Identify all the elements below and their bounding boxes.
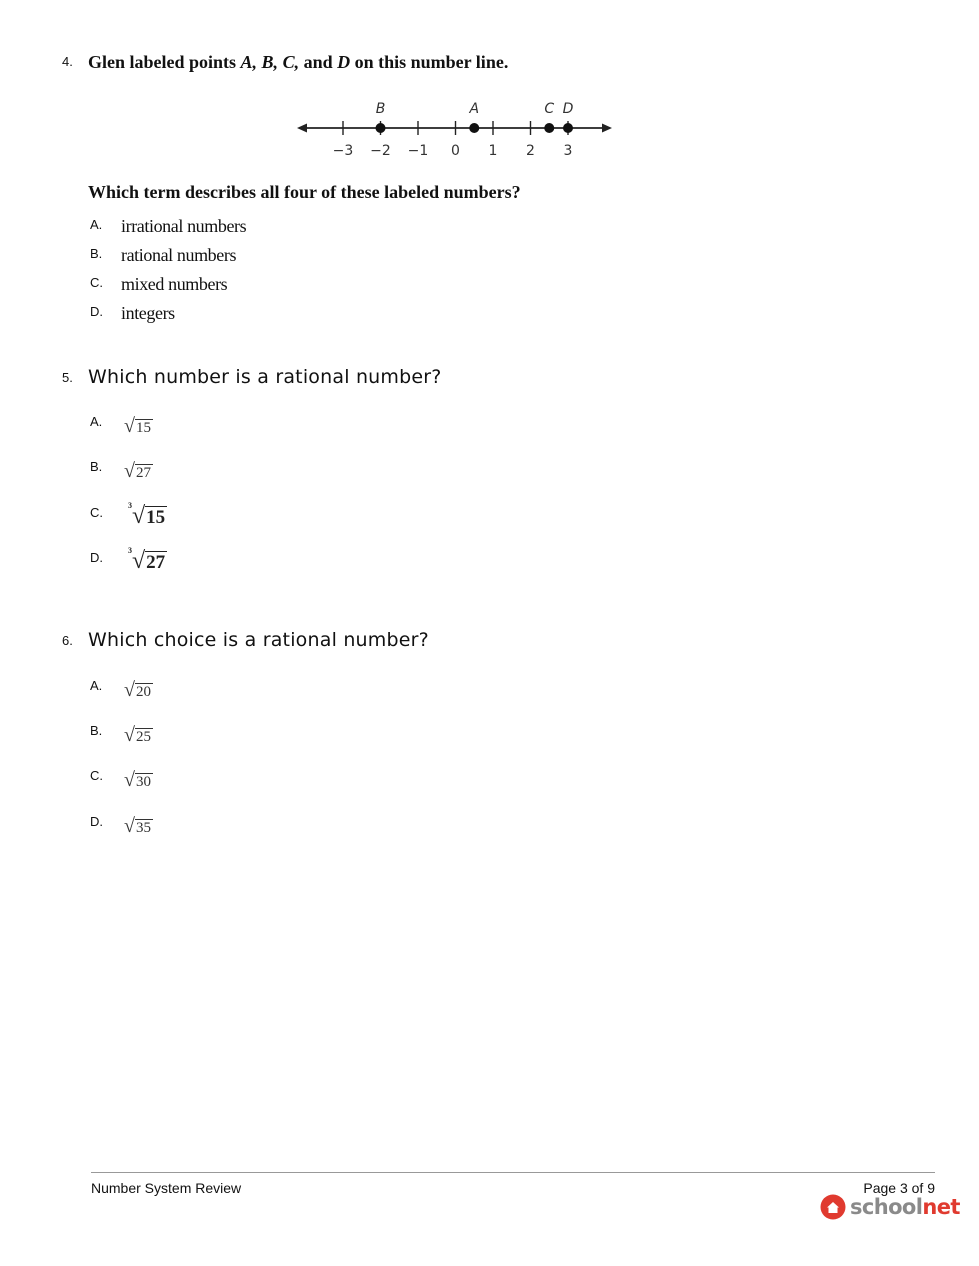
option-b-text[interactable]: rational numbers — [121, 245, 237, 265]
radical-sign-icon: √ — [124, 460, 135, 482]
option-letter: D. — [90, 814, 103, 829]
question-stem: Which number is a rational number? — [88, 366, 442, 388]
option-letter: B. — [90, 723, 103, 738]
option-a-text[interactable]: irrational numbers — [121, 216, 247, 236]
number-line-tick-label: −3 — [332, 143, 354, 159]
radical-sign-icon: √ — [124, 679, 135, 701]
radical-sign-icon: √ — [124, 724, 135, 746]
number-line-point-label: D — [562, 101, 574, 117]
option-letter: A. — [90, 217, 103, 232]
option-d-radical[interactable]: 3 √27 — [128, 546, 166, 574]
option-letter: D. — [90, 304, 103, 319]
radical-sign-icon: √ — [124, 415, 135, 437]
cube-root-sign-icon: √ — [132, 548, 146, 574]
number-line-tick-label: 2 — [526, 143, 535, 159]
number-line-tick-label: 3 — [563, 143, 573, 159]
number-line-tick-label: −2 — [370, 143, 391, 159]
question-number: 4. — [62, 54, 73, 69]
option-c-radical[interactable]: 3 √15 — [128, 501, 166, 529]
option-b-radical[interactable]: √25 — [124, 724, 151, 746]
number-line-point-b — [376, 123, 386, 133]
number-line-right-arrow — [602, 124, 612, 133]
option-c-radical[interactable]: √30 — [124, 769, 151, 791]
option-letter: C. — [90, 275, 103, 290]
option-letter: C. — [90, 505, 103, 520]
option-letter: C. — [90, 768, 103, 783]
option-b-radical[interactable]: √27 — [124, 460, 151, 482]
question-stem: Which choice is a rational number? — [88, 629, 429, 651]
schoolnet-logo-icon — [820, 1194, 846, 1220]
number-line-tick-labels — [333, 143, 573, 159]
number-line-point-labels — [376, 101, 574, 117]
cube-root-sign-icon: √ — [132, 503, 146, 529]
option-d-text[interactable]: integers — [121, 303, 175, 323]
number-line-point-label: C — [544, 101, 555, 117]
question-prompt: Which term describes all four of these labeled numbers? — [88, 182, 521, 202]
number-line-point-label: A — [469, 101, 480, 117]
radical-sign-icon: √ — [124, 815, 135, 837]
option-letter: B. — [90, 459, 103, 474]
option-letter: A. — [90, 678, 103, 693]
option-d-radical[interactable]: √35 — [124, 815, 151, 837]
number-line-point-c — [544, 123, 554, 133]
page-indicator: Page 3 of 9 — [863, 1180, 935, 1196]
number-line-point-a — [469, 123, 479, 133]
option-letter: D. — [90, 550, 103, 565]
number-line-tick-label: 0 — [451, 143, 460, 159]
option-c-text[interactable]: mixed numbers — [121, 274, 228, 294]
number-line-figure — [295, 95, 615, 161]
option-a-radical[interactable]: √20 — [124, 679, 151, 701]
question-number: 6. — [62, 633, 73, 648]
number-line-left-arrow — [297, 124, 307, 133]
footer-divider — [91, 1172, 935, 1173]
number-line-point-d — [563, 123, 573, 133]
radical-sign-icon: √ — [124, 769, 135, 791]
number-line-point-label: B — [375, 101, 386, 117]
option-letter: B. — [90, 246, 103, 261]
question-number: 5. — [62, 370, 73, 385]
option-letter: A. — [90, 414, 103, 429]
number-line-tick-label: 1 — [488, 143, 498, 159]
schoolnet-logo — [820, 1194, 960, 1220]
footer-title: Number System Review — [91, 1180, 242, 1196]
question-stem: Glen labeled points A, B, C, and D on this number line. — [88, 52, 509, 72]
number-line-tick-label: −1 — [407, 143, 429, 159]
option-a-radical[interactable]: √15 — [124, 415, 151, 437]
logo-wordmark: schoolnet — [850, 1195, 960, 1219]
